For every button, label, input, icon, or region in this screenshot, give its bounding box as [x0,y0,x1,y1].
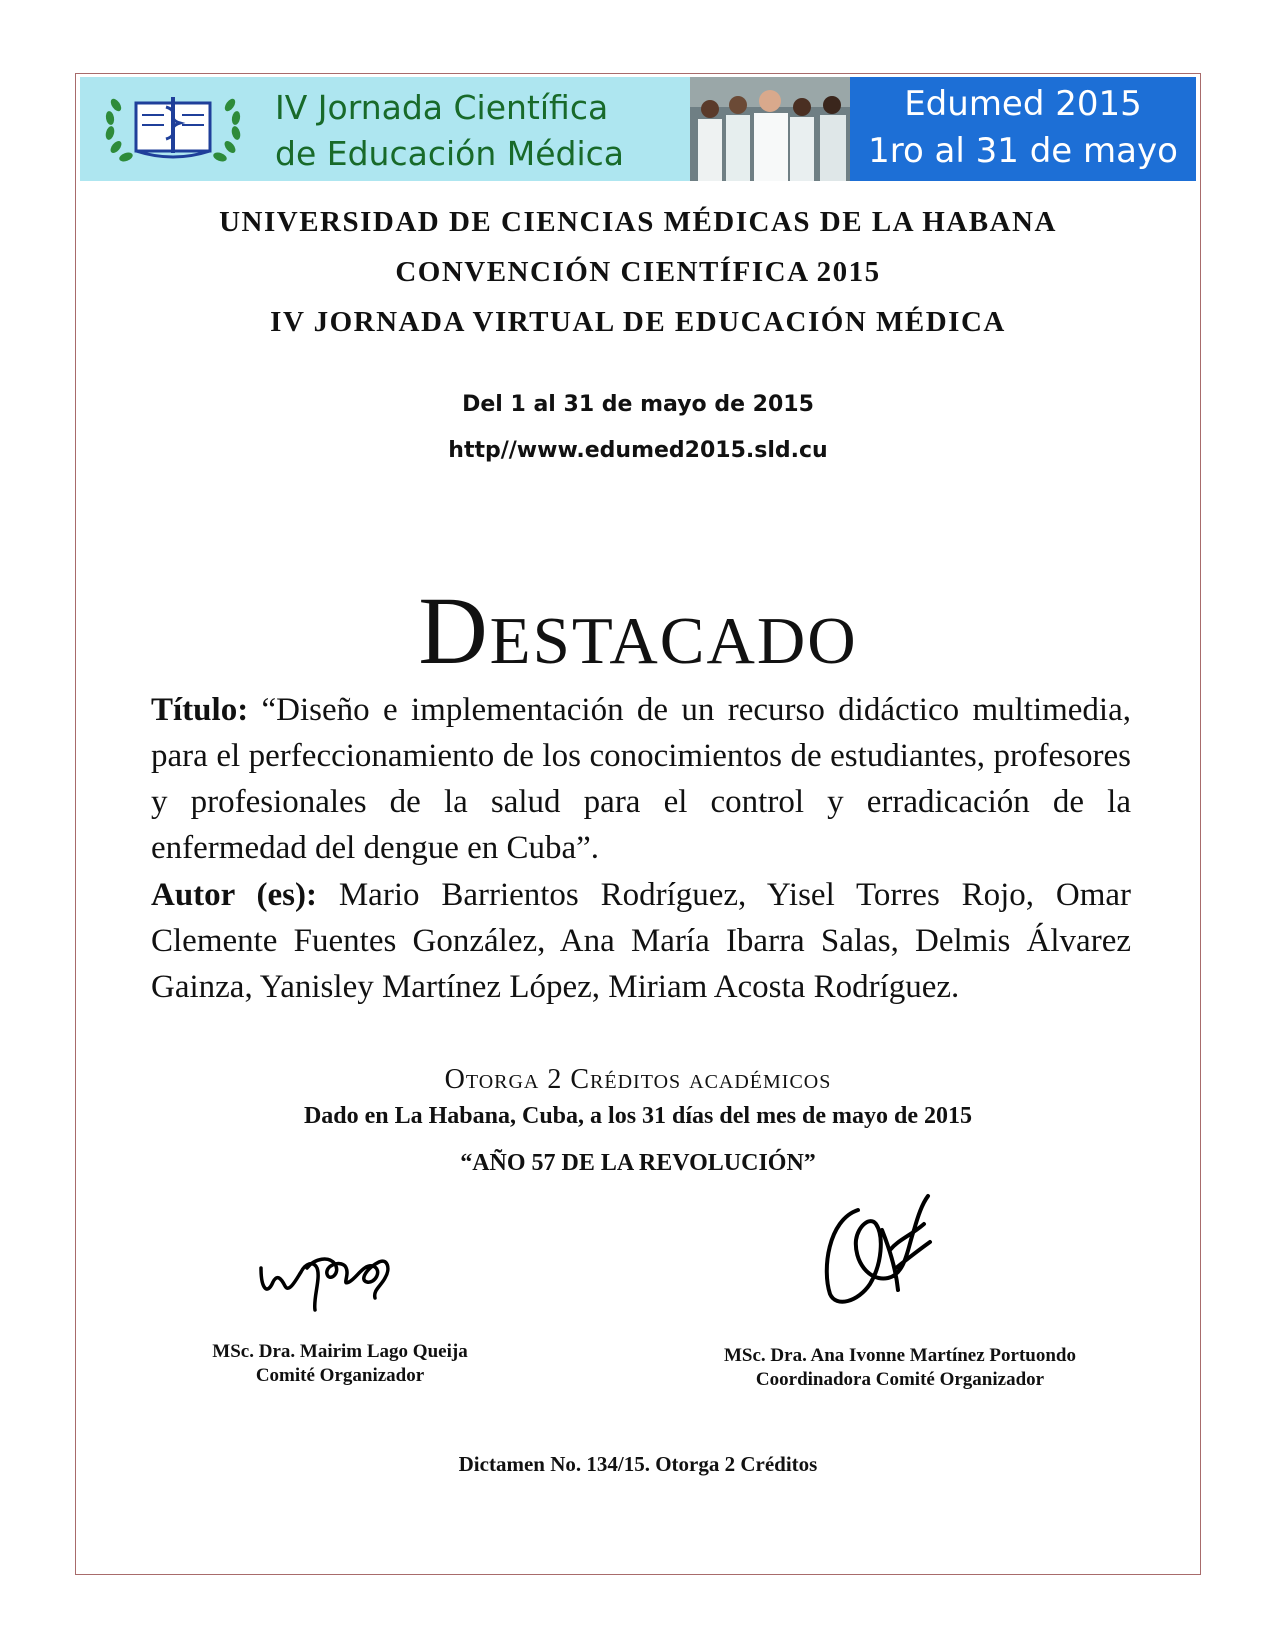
signatory-left-role: Comité Organizador [255,1365,425,1386]
signature-left-icon [255,1238,405,1318]
signatory-left-name: MSc. Dra. Mairim Lago Queija [212,1341,468,1362]
banner-event-info [850,81,1196,175]
title-label: Título: [151,692,249,728]
event-dates: Del 1 al 31 de mayo de 2015 [462,392,814,417]
university-name: UNIVERSIDAD DE CIENCIAS MÉDICAS DE LA HABANA [219,206,1057,238]
authors-label: Autor (es): [151,877,318,913]
signatory-right-name: MSc. Dra. Ana Ivonne Martínez Portuondo [723,1345,1076,1366]
medical-staff-photo-icon [690,77,850,181]
signatory-right-role: Coordinadora Comité Organizador [755,1369,1045,1390]
event-url: http//www.edumed2015.sld.cu [448,438,828,463]
work-title: “Diseño e implementación de un recurso didáctico multimedia, para el perfeccionamiento de los conocimientos de estudiantes, profesores y profesionales de la salud para el control y erradicación de la enfermedad del dengue en Cuba”. [151,692,1131,866]
authors-list: Mario Barrientos Rodríguez, Yisel Torres Rojo, Omar Clemente Fuentes González, Ana María Ibarra Salas, Delmis Álvarez Gainza, Yanisley Martínez López, Miriam Acosta Rodríguez. [151,877,1132,1005]
work-title-block [151,687,1131,871]
dictamen: Dictamen No. 134/15. Otorga 2 Créditos [458,1452,818,1476]
banner-event-dates: 1ro al 31 de mayo [868,131,1178,171]
convention-name: CONVENCIÓN CIENTÍFICA 2015 [395,256,881,288]
event-banner [80,77,1196,181]
banner-event-name: Edumed 2015 [904,84,1142,124]
signature-right-icon [818,1190,938,1310]
banner-photo [690,77,850,181]
banner-title [275,85,624,177]
banner-title-line1: IV Jornada Científica [275,88,609,127]
credits-statement: Otorga 2 Créditos académicos [444,1064,832,1095]
given-statement: Dado en La Habana, Cuba, a los 31 días del mes de mayo de 2015 [303,1103,973,1129]
signatory-left [170,1340,510,1388]
laurel-book-logo-icon [98,85,248,173]
authors-block [151,872,1131,1010]
year-motto: “AÑO 57 DE LA REVOLUCIÓN” [460,1150,816,1176]
signatory-right [690,1344,1110,1392]
jornada-name: IV JORNADA VIRTUAL DE EDUCACIÓN MÉDICA [270,306,1006,338]
award-title: Destacado [418,577,858,684]
banner-right-panel [850,77,1196,181]
banner-title-line2: de Educación Médica [275,134,624,173]
banner-left-panel [80,77,690,181]
